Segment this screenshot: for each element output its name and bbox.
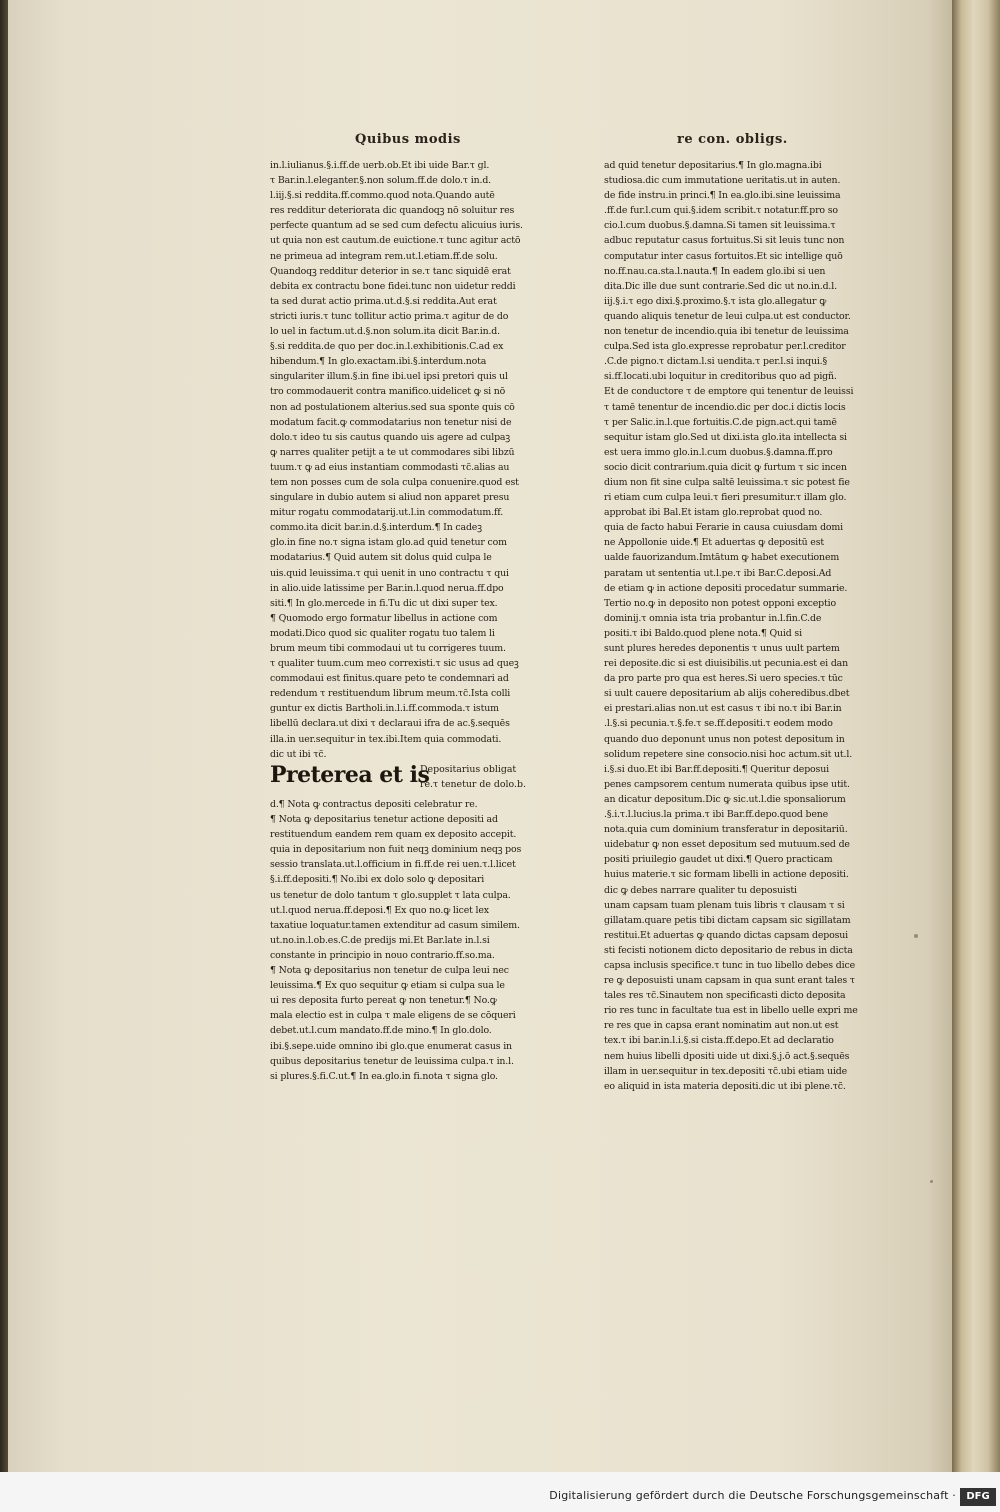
text-line: studiosa.dic cum immutatione ueritatis.ut in auten. [604, 175, 841, 187]
text-line: ne primeua ad integram rem.ut.l.etiam.ff.de solu. [270, 250, 498, 262]
text-line: rei deposite.dic si est diuisibilis.ut pecunia.est ei dan [604, 658, 849, 670]
text-line: brum meum tibi commodaui ut tu corrigeres tuum. [270, 643, 506, 654]
text-line: Quandoqꝫ redditur deterior in se.τ tanc siquidē erat [270, 265, 511, 277]
text-line: ¶ Nota ꝙ depositarius non tenetur de culpa leui nec [270, 965, 509, 977]
text-line: mitur rogatu commodatarij.ut.l.in commodatum.ff. [270, 507, 504, 519]
text-line: singulariter illum.§.in fine ibi.uel ipsi pretori quis ul [270, 371, 508, 383]
text-line: capsa inclusis specifice.τ tunc in tuo libello debes dice [604, 959, 855, 971]
section-heading-initial: Preterea et is [270, 762, 430, 788]
text-line: .§.i.τ.l.lucius.la prima.τ ibi Bar.ff.depo.quod bene [604, 809, 829, 821]
text-line: culpa.Sed ista glo.expresse reprobatur per.l.creditor [604, 341, 846, 353]
text-line: taxatiue loquatur.tamen extenditur ad casum similem. [270, 919, 520, 931]
text-line: socio dicit contrarium.quia dicit ꝙ furtum τ sic incen [604, 461, 847, 473]
text-line: eo aliquid in ista materia depositi.dic ut ibi plene.τc̃. [604, 1080, 846, 1092]
text-line: illam in uer.sequitur in tex.depositi τc̃.ubi etiam uide [604, 1065, 848, 1077]
text-line: computatur inter casus fortuitos.Et sic intellige quō [604, 250, 843, 262]
text-line: Tertio no.ꝙ in deposito non potest opponi exceptio [604, 597, 836, 609]
text-line: restituendum eandem rem quam ex deposito accepit. [270, 829, 517, 841]
text-line: nem huius libelli dpositi uide ut dixi.§.j.ō act.§.sequēs [604, 1050, 850, 1062]
text-line: siti.¶ In glo.mercede in fi.Tu dic ut dixi super tex. [270, 597, 498, 609]
text-line: sunt plures heredes deponentis τ unus uult partem [604, 643, 840, 654]
text-line: ut.no.in.l.ob.es.C.de predijs mi.Et Bar.late in.l.si [270, 934, 490, 946]
text-line: in.l.iulianus.§.i.ff.de uerb.ob.Et ibi uide Bar.τ gl. [270, 160, 490, 171]
text-line: non ad postulationem alterius.sed sua sponte quis cō [270, 401, 515, 413]
text-line: quia de facto habui Ferarie in causa cuiusdam domi [604, 522, 844, 534]
text-line: ut.l.quod nerua.ff.deposi.¶ Ex quo no.ꝙ licet lex [270, 904, 489, 916]
text-line: Et de conductore τ de emptore qui tenentur de leuissi [604, 386, 854, 398]
text-line: debita ex contractu bone fidei.tunc non uidetur reddi [270, 280, 516, 292]
text-line: d.¶ Nota ꝙ contractus depositi celebratur re. [270, 799, 478, 810]
text-line: singulare in dubio autem si aliud non apparet presu [270, 492, 510, 504]
text-line: de fide instru.in princi.¶ In ea.glo.ibi.sine leuissima [604, 190, 841, 202]
text-line: quibus depositarius tenetur de leuissima culpa.τ in.l. [270, 1055, 514, 1067]
text-line: i.§.si duo.Et ibi Bar.ff.depositi.¶ Queritur deposui [604, 763, 829, 775]
text-line: ui res deposita furto pereat ꝙ non tenetur.¶ No.ꝙ [270, 995, 497, 1007]
text-line: .C.de pigno.τ dictam.l.si uendita.τ per.l.si inqui.§ [604, 356, 828, 368]
left-column-text [270, 158, 542, 762]
text-line: dium non fit sine culpa saltē leuissima.τ sic potest fie [604, 476, 850, 488]
text-line: iij.§.i.τ ego dixi.§.proximo.§.τ ista glo.allegatur ꝙ [604, 295, 827, 307]
text-line: da pro parte pro qua est heres.Si uero species.τ tūc [604, 673, 843, 685]
text-line: guntur ex dictis Bartholi.in.l.i.ff.commoda.τ istum [270, 703, 499, 715]
text-line: illa.in uer.sequitur in tex.ibi.Item quia commodati. [270, 733, 502, 745]
text-line: τ qualiter tuum.cum meo correxisti.τ sic usus ad queꝫ [270, 658, 519, 670]
text-line: ri etiam cum culpa leui.τ fieri presumitur.τ illam glo. [604, 492, 847, 504]
text-line: §.si reddita.de quo per doc.in.l.exhibitionis.C.ad ex [270, 341, 504, 353]
text-line: modatarius.¶ Quid autem sit dolus quid culpa le [270, 552, 492, 564]
text-line: hibendum.¶ In glo.exactam.ibi.§.interdum.nota [270, 356, 487, 368]
text-line: quando aliquis tenetur de leui culpa.ut est conductor. [604, 310, 851, 322]
text-line: non tenetur de incendio.quia ibi tenetur de leuissima [604, 326, 849, 338]
text-line: ibi.§.sepe.uide omnino ibi glo.que enumerat casus in [270, 1040, 512, 1052]
funding-note: Digitalisierung gefördert durch die Deutsche Forschungsgemeinschaft · [549, 1489, 956, 1502]
text-line: dic ut ibi τc̃. [270, 748, 327, 760]
running-title-left: Quibus modis [355, 132, 461, 147]
text-line: dic ꝙ debes narrare qualiter tu deposuisti [604, 884, 797, 896]
text-line: restitui.Et aduertas ꝙ quando dictas capsam deposui [604, 929, 849, 941]
text-line: uis.quid leuissima.τ qui uenit in uno contractu τ qui [270, 567, 509, 579]
text-line: tex.τ ibi bar.in.l.i.§.si cista.ff.depo.Et ad declaratio [604, 1035, 834, 1047]
text-line: ¶ Nota ꝙ depositarius tenetur actione depositi ad [270, 814, 498, 826]
text-line: tem non posses cum de sola culpa conuenire.quod est [270, 476, 519, 488]
text-line: res redditur deteriorata dic quandoqꝫ nō soluitur res [270, 205, 515, 217]
text-line: cio.l.cum duobus.§.damna.Si tamen sit leuissima.τ [604, 220, 836, 232]
text-line: unam capsam tuam plenam tuis libris τ clausam τ si [604, 899, 845, 911]
text-line: perfecte quantum ad se sed cum defectu alicuius iuris. [270, 220, 523, 232]
text-line: τ per Salic.in.l.que fortuitis.C.de pign.act.qui tamē [604, 416, 837, 428]
dfg-logo-icon: DFG [960, 1488, 996, 1506]
text-line: huius materie.τ sic formam libelli in actione depositi. [604, 869, 849, 881]
text-line: .l.§.si pecunia.τ.§.fe.τ se.ff.depositi.τ eodem modo [604, 718, 833, 730]
text-line: sequitur istam glo.Sed ut dixi.ista glo.ita intellecta si [604, 431, 847, 443]
text-line: de etiam ꝙ in actione depositi procedatur summarie. [604, 582, 848, 594]
text-line: approbat ibi Bal.Et istam glo.reprobat quod no. [604, 507, 823, 519]
left-column-text-continued [270, 797, 542, 1084]
text-line: τ tamē tenentur de incendio.dic per doc.i dictis locis [604, 401, 846, 413]
text-line: tuum.τ ꝙ ad eius instantiam commodasti τc̃.alias au [270, 461, 510, 473]
text-line: .ff.de fur.l.cum qui.§.idem scribit.τ notatur.ff.pro so [604, 205, 838, 217]
text-line: re ꝙ deposuisti unam capsam in qua sunt erant tales τ [604, 975, 855, 987]
text-line: us tenetur de dolo tantum τ glo.supplet τ lata culpa. [270, 889, 511, 901]
text-line: uidebatur ꝙ non esset depositum sed mutuum.sed de [604, 839, 850, 851]
text-line: tales res τc̃.Sinautem non specificasti dicto deposita [604, 990, 846, 1002]
text-line: positi priuilegio gaudet ut dixi.¶ Quero practicam [604, 854, 833, 866]
text-line: paratam ut sententia ut.l.pe.τ ibi Bar.C.deposi.Ad [604, 567, 832, 579]
text-line: redendum τ restituendum librum meum.τc̃.Ista colli [270, 688, 511, 700]
text-line: constante in principio in nouo contrario.ff.so.ma. [270, 949, 495, 961]
text-line: libellū declara.ut dixi τ declaraui ifra de ac.§.sequēs [270, 718, 510, 730]
right-column-text [604, 158, 866, 1094]
text-line: stricti iuris.τ tunc tollitur actio prima.τ agitur de do [270, 310, 509, 322]
text-line: si.ff.locati.ubi loquitur in creditoribus quo ad pigñ. [604, 371, 837, 383]
text-line: modati.Dico quod sic qualiter rogatu tuo talem li [270, 627, 495, 639]
text-line: debet.ut.l.cum mandato.ff.de mino.¶ In glo.dolo. [270, 1025, 492, 1037]
text-line: positi.τ ibi Baldo.quod plene nota.¶ Quid si [604, 627, 802, 639]
text-line: τ Bar.in.l.eleganter.§.non solum.ff.de dolo.τ in.d. [270, 175, 491, 187]
text-line: an dicatur depositum.Dic ꝙ sic.ut.l.die sponsaliorum [604, 793, 846, 805]
text-line: lo uel in factum.ut.d.§.non solum.ita dicit Bar.in.d. [270, 326, 500, 338]
text-line: dita.Dic ille due sunt contrarie.Sed dic ut no.in.d.l. [604, 280, 837, 292]
text-line: ad quid tenetur depositarius.¶ In glo.magna.ibi [604, 160, 822, 171]
text-line: ualde fauorizandum.Imtātum ꝙ habet executionem [604, 552, 840, 564]
text-line: tro commodauerit contra manifico.uidelicet ꝙ si nō [270, 386, 506, 398]
running-title-right: re con. obligs. [677, 132, 788, 147]
text-line: quando duo deponunt unus non potest depositum in [604, 733, 845, 745]
text-line: modatum facit.ꝙ commodatarius non tenetur nisi de [270, 416, 512, 428]
text-line: ¶ Quomodo ergo formatur libellus in actione com [270, 612, 498, 624]
text-line: ꝙ narres qualiter petijt a te ut commodares sibi libzū [270, 446, 515, 458]
paper-speck [914, 934, 918, 938]
text-line: si uult cauere depositarium ab alijs coheredibus.dbet [604, 688, 850, 700]
text-line: rio res tunc in facultate tua est in libello uelle expri me [604, 1005, 858, 1017]
book-spine-edge [952, 0, 1000, 1512]
text-line: adbuc reputatur casus fortuitus.Si sit leuis tunc non [604, 235, 845, 247]
text-line: nota.quia cum dominium transferatur in depositariū. [604, 824, 848, 836]
text-line: dolo.τ ideo tu sis cautus quando uis agere ad culpaꝫ [270, 431, 511, 443]
text-line: mala electio est in culpa τ male eligens de se cōqueri [270, 1010, 516, 1022]
text-line: dominij.τ omnia ista tria probantur in.l.fin.C.de [604, 612, 822, 624]
text-line: §.i.ff.depositi.¶ No.ibi ex dolo solo ꝙ depositari [270, 874, 485, 886]
text-line: re res que in capsa erant nominatim aut non.ut est [604, 1020, 839, 1032]
text-line: leuissima.¶ Ex quo sequitur ꝙ etiam si culpa sua le [270, 980, 505, 992]
text-line: in alio.uide latissime per Bar.in.l.quod nerua.ff.dpo [270, 582, 504, 594]
text-line: solidum repetere sine consocio.nisi hoc actum.sit ut.l. [604, 748, 853, 760]
text-line: gillatam.quare petis tibi dictam capsam sic sigillatam [604, 914, 851, 926]
text-line: ei prestari.alias non.ut est casus τ ibi no.τ ibi Bar.in [604, 703, 842, 715]
section-heading-side-line-1: Depositarius obligat [420, 764, 517, 775]
text-line: est uera immo glo.in.l.cum duobus.§.damna.ff.pro [604, 446, 833, 458]
section-heading [270, 762, 542, 794]
text-line: si plures.§.fi.C.ut.¶ In ea.glo.in fi.nota τ signa glo. [270, 1070, 498, 1082]
text-line: commodaui est finitus.quare peto te condemnari ad [270, 673, 509, 685]
section-heading-side-line-2: re.τ tenetur de dolo.b. [420, 779, 526, 790]
text-line: commo.ita dicit bar.in.d.§.interdum.¶ In cadeꝫ [270, 522, 482, 534]
text-line: quia in depositarium non fuit neqꝫ dominium neqꝫ pos [270, 844, 522, 856]
text-line: sti fecisti notionem dicto depositario de rebus in dicta [604, 944, 853, 956]
text-line: ne Appollonie uide.¶ Et aduertas ꝙ depositū est [604, 537, 824, 549]
text-line: ta sed durat actio prima.ut.d.§.si reddita.Aut erat [270, 295, 497, 307]
paper-speck [930, 1180, 933, 1183]
text-line: penes campsorem centum numerata quibus ipse utit. [604, 778, 850, 790]
text-line: glo.in fine no.τ signa istam glo.ad quid tenetur com [270, 537, 507, 549]
text-line: l.iij.§.si reddita.ff.commo.quod nota.Quando autē [270, 190, 495, 202]
text-line: sessio translata.ut.l.officium in fi.ff.de rei uen.τ.l.licet [270, 859, 516, 871]
text-line: no.ff.nau.ca.sta.l.nauta.¶ In eadem glo.ibi si uen [604, 265, 826, 277]
text-line: ut quia non est cautum.de euictione.τ tunc agitur actō [270, 235, 521, 247]
